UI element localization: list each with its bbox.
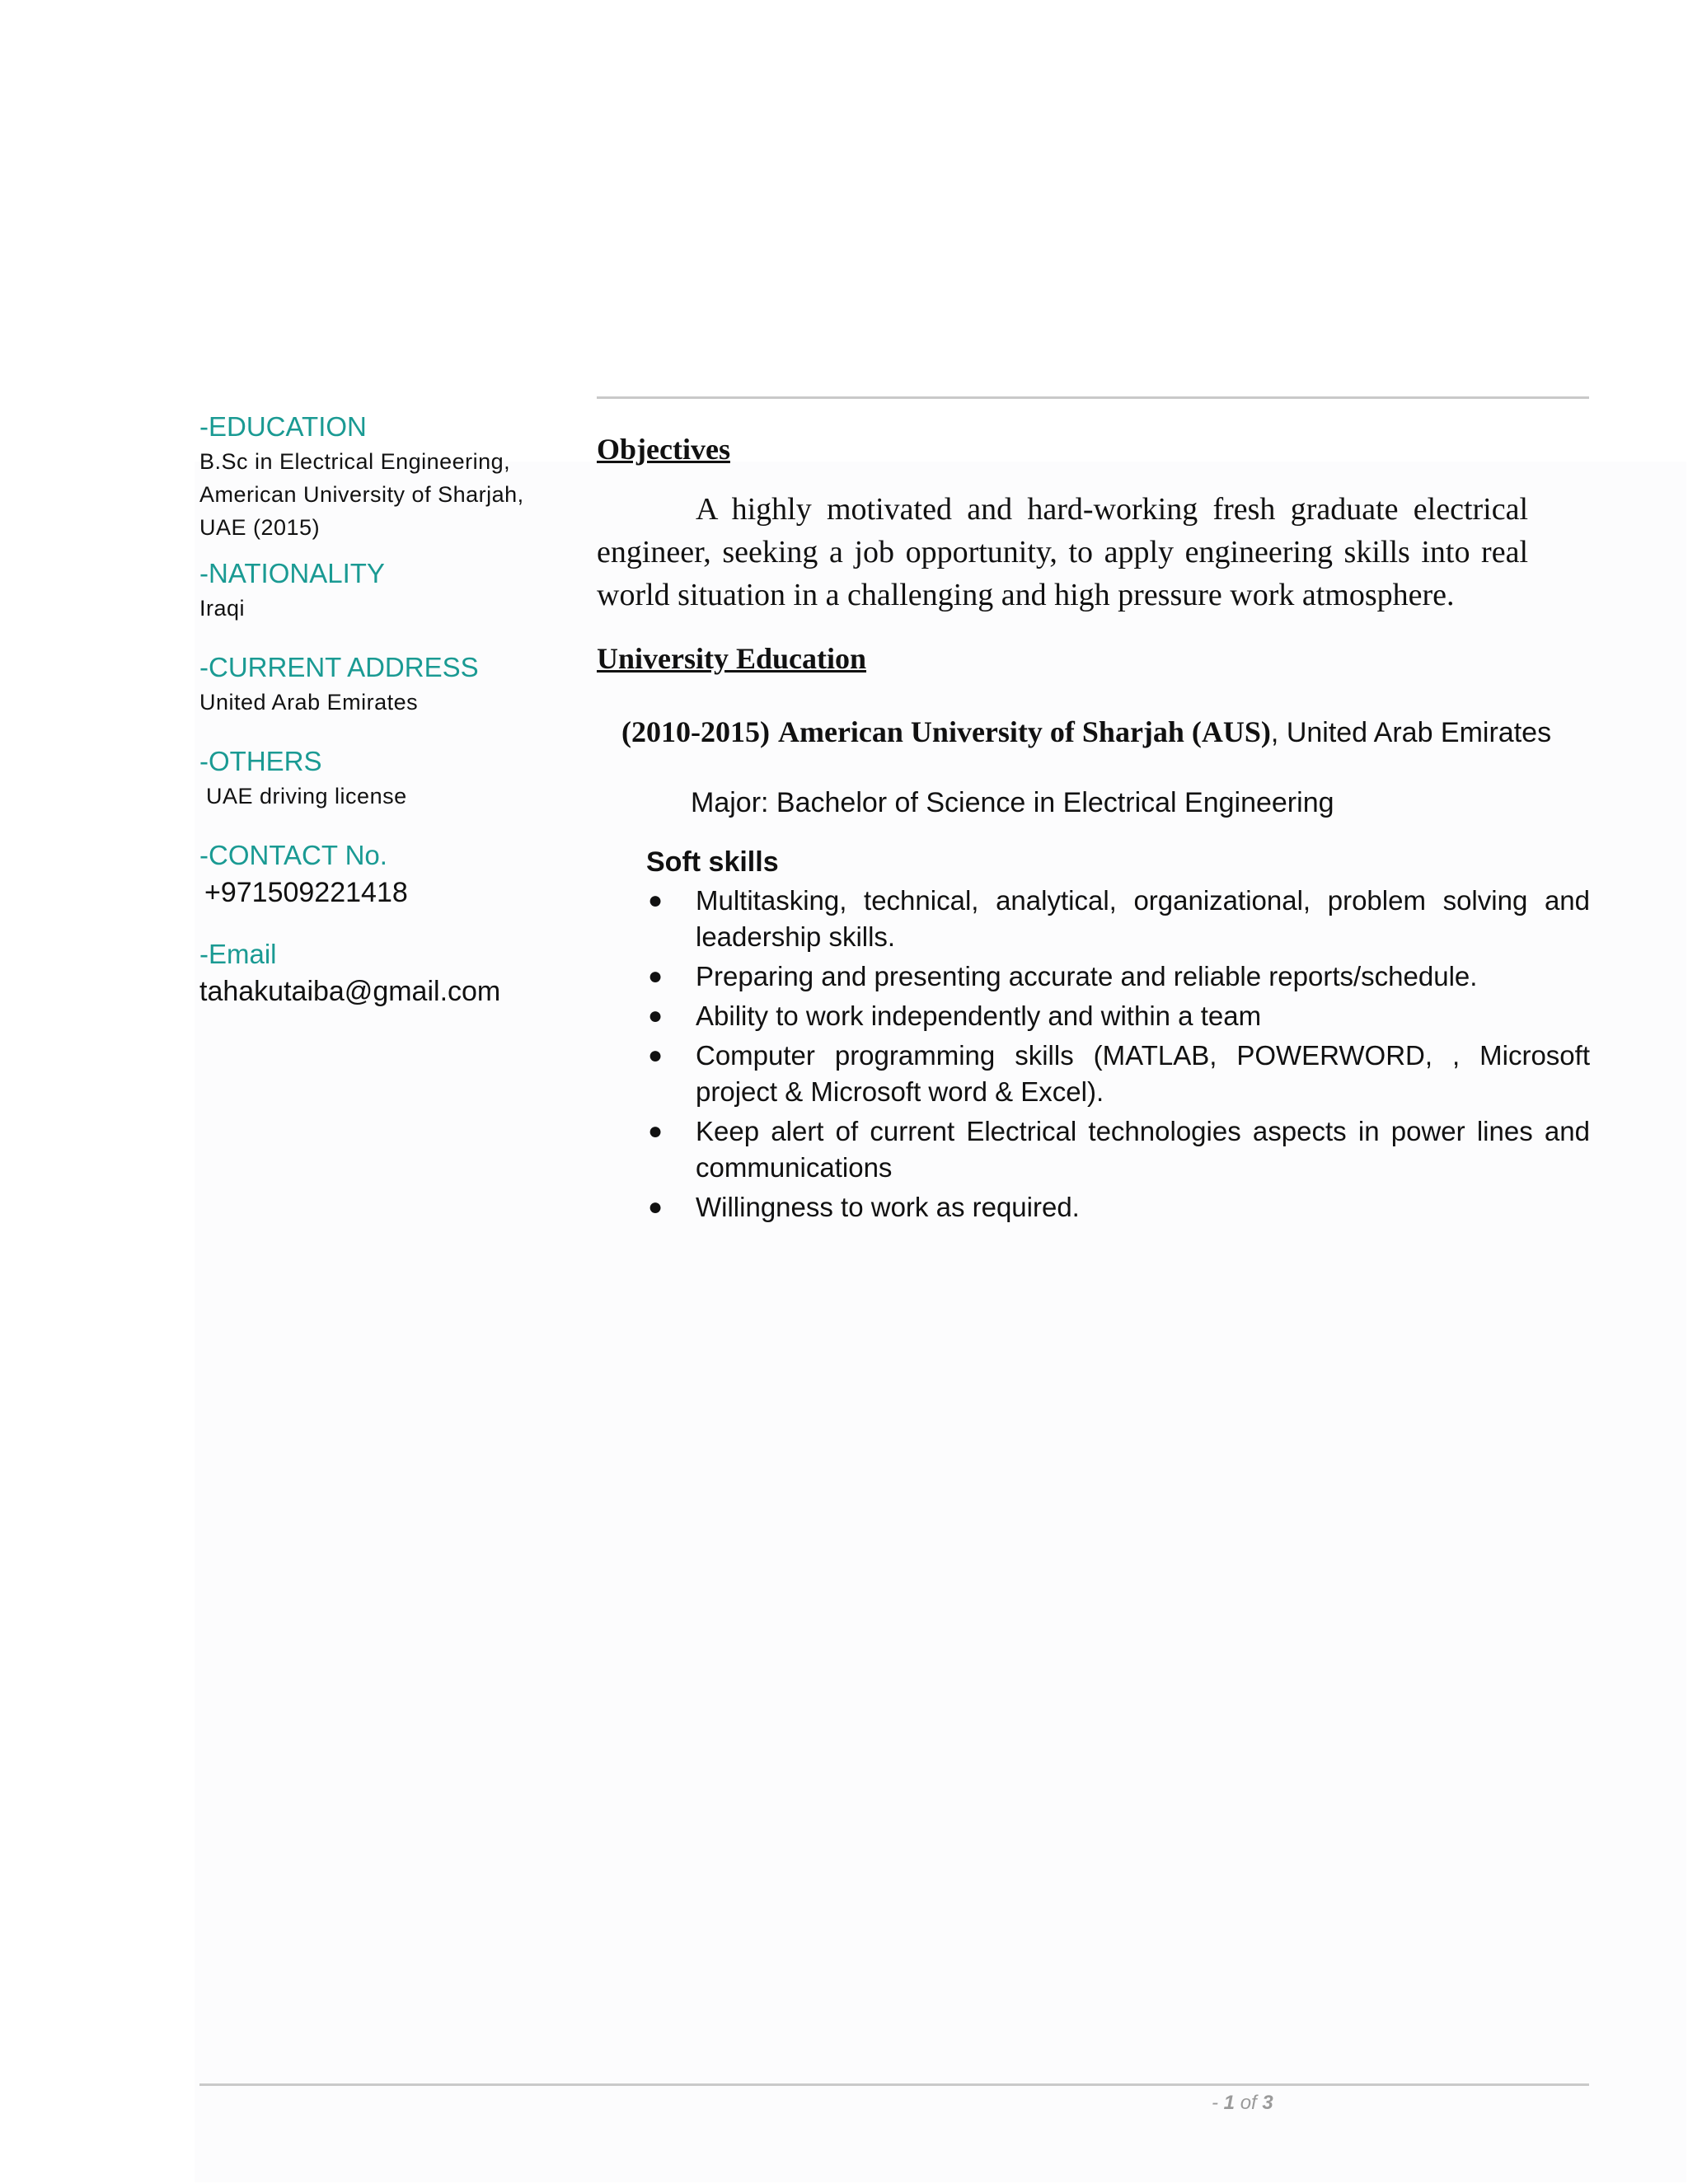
list-item bbox=[646, 958, 1590, 995]
page-current: 1 bbox=[1223, 2092, 1236, 2114]
email-heading: -Email bbox=[199, 939, 277, 969]
page-number-prefix: - bbox=[1212, 2092, 1224, 2114]
objectives-title: Objectives bbox=[597, 433, 730, 466]
bullet-icon: ● bbox=[648, 1193, 663, 1221]
bullet-icon: ● bbox=[648, 1042, 663, 1069]
email-value[interactable]: tahakutaiba@gmail.com bbox=[199, 976, 501, 1007]
list-item bbox=[646, 1113, 1590, 1186]
skill-text: Keep alert of current Electrical technologies aspects in power lines and communications bbox=[696, 1116, 1590, 1183]
page-total: 3 bbox=[1262, 2092, 1273, 2114]
page-number bbox=[1212, 2092, 1273, 2115]
nationality-heading: -NATIONALITY bbox=[199, 558, 385, 588]
nationality-value: Iraqi bbox=[199, 596, 246, 621]
education-school: American University of Sharjah (AUS) bbox=[777, 715, 1271, 748]
education-location: , United Arab Emirates bbox=[1270, 717, 1552, 748]
sidebar bbox=[199, 409, 562, 1010]
list-item bbox=[646, 1038, 1590, 1110]
bullet-icon: ● bbox=[648, 1002, 663, 1029]
bullet-icon: ● bbox=[648, 1118, 663, 1145]
soft-skills-title: Soft skills bbox=[646, 846, 779, 878]
address-heading: -CURRENT ADDRESS bbox=[199, 652, 479, 682]
list-item bbox=[646, 998, 1590, 1034]
skill-text: Preparing and presenting accurate and reliable reports/schedule. bbox=[696, 961, 1478, 991]
address-value: United Arab Emirates bbox=[199, 690, 419, 715]
others-value: UAE driving license bbox=[206, 784, 407, 808]
main-content bbox=[597, 420, 1594, 1229]
education-major: Major: Bachelor of Science in Electrical Engineering bbox=[691, 787, 1334, 818]
objectives-text: A highly motivated and hard-working fresh graduate electrical engineer, seeking a job opportunity, to apply engineering skills into real world situation in a challenging and high pressure work atmosphere. bbox=[597, 492, 1528, 612]
skill-text: Multitasking, technical, analytical, organizational, problem solving and leadership skills. bbox=[696, 885, 1590, 952]
list-item bbox=[646, 1189, 1590, 1226]
page-of-label: of bbox=[1235, 2092, 1263, 2114]
education-line: B.Sc in Electrical Engineering, bbox=[199, 449, 511, 474]
contact-phone: +971509221418 bbox=[204, 877, 408, 908]
skill-text: Willingness to work as required. bbox=[696, 1192, 1080, 1222]
education-years: (2010-2015) bbox=[621, 715, 770, 748]
others-heading: -OTHERS bbox=[199, 746, 322, 776]
header-divider bbox=[597, 396, 1589, 399]
contact-heading: -CONTACT No. bbox=[199, 840, 387, 870]
education-line: American University of Sharjah, bbox=[199, 482, 524, 507]
skill-text: Computer programming skills (MATLAB, POWERWORD, , Microsoft project & Microsoft word & Excel). bbox=[696, 1040, 1590, 1107]
bullet-icon: ● bbox=[648, 963, 663, 990]
footer-divider bbox=[199, 2083, 1589, 2086]
education-line: UAE (2015) bbox=[199, 515, 321, 540]
soft-skills-list bbox=[646, 883, 1590, 1226]
bullet-icon: ● bbox=[648, 887, 663, 914]
education-heading: -EDUCATION bbox=[199, 411, 367, 442]
list-item bbox=[646, 883, 1590, 955]
education-title: University Education bbox=[597, 642, 867, 675]
education-entry bbox=[621, 697, 1594, 767]
skill-text: Ability to work independently and within a team bbox=[696, 1001, 1262, 1031]
